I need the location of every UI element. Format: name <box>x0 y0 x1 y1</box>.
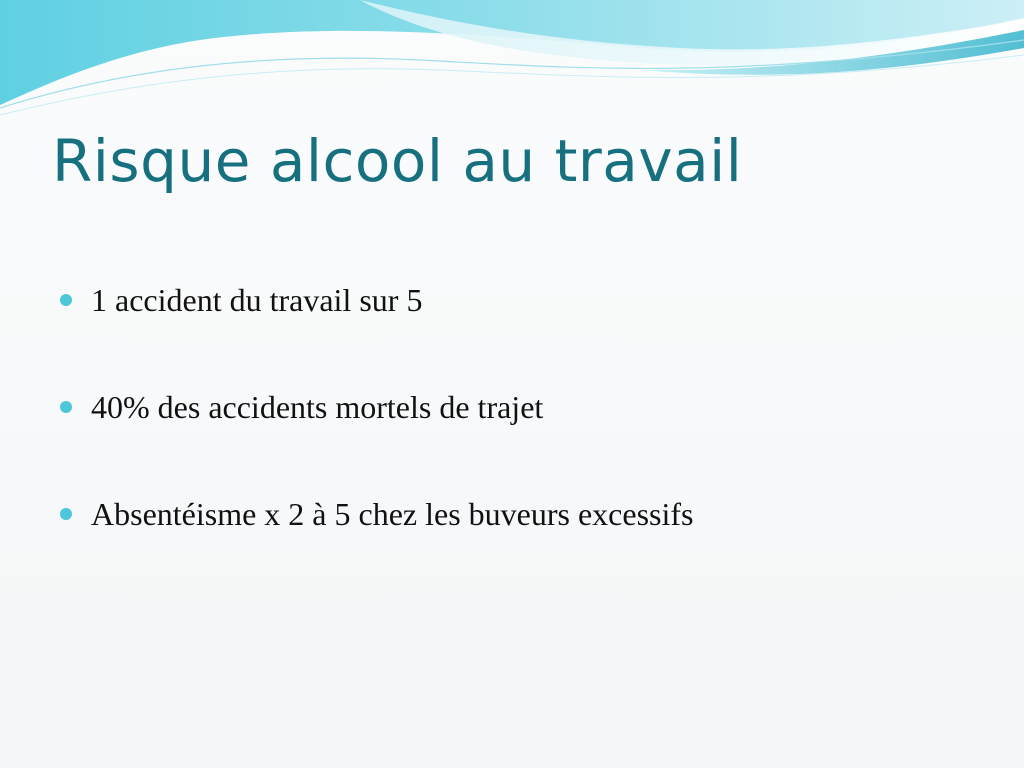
bullet-list <box>60 278 980 599</box>
bullet-text: 1 accident du travail sur 5 <box>91 281 423 318</box>
bullet-text: 40% des accidents mortels de trajet <box>91 388 544 425</box>
slide-title: Risque alcool au travail <box>52 127 743 195</box>
bullet-dot-icon <box>60 401 72 413</box>
header-wave-decoration <box>0 0 1024 130</box>
bullet-item <box>60 492 980 536</box>
bullet-text: Absentéisme x 2 à 5 chez les buveurs excessifs <box>91 495 694 532</box>
bullet-dot-icon <box>60 294 72 306</box>
bullet-item <box>60 385 980 429</box>
bullet-dot-icon <box>60 508 72 520</box>
bullet-item <box>60 278 980 322</box>
